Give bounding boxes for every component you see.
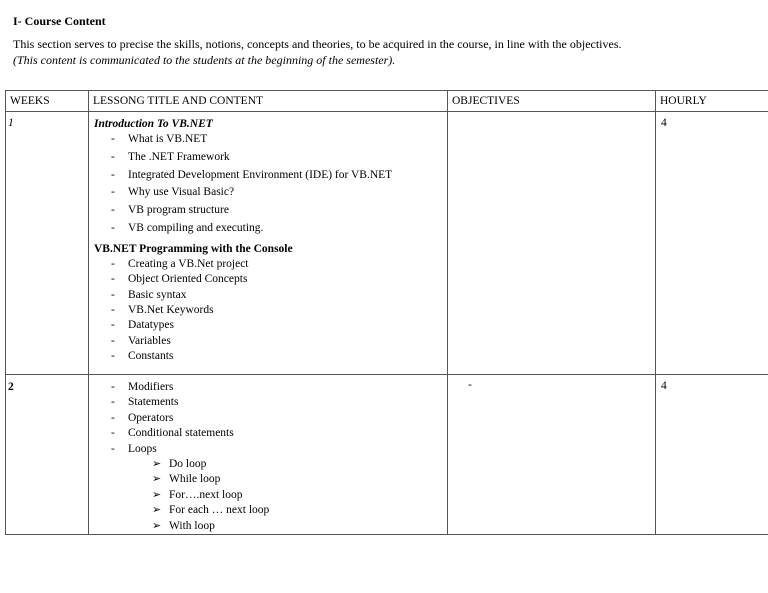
list-item-label: Conditional statements [128,427,234,440]
list-item [94,457,442,472]
lesson-cell [89,375,448,535]
list-item [94,149,442,167]
list-item [94,220,442,238]
topic-title: Introduction To VB.NET [94,118,213,130]
arrow-bullet-icon: ➢ [152,519,162,532]
dash-bullet-icon: - [111,186,115,199]
list-item-label: VB program structure [128,204,229,217]
header-objectives: OBJECTIVES [448,91,656,112]
topic-title: VB.NET Programming with the Console [94,242,293,255]
list-item-label: The .NET Framework [128,150,230,163]
arrow-bullet-icon: ➢ [152,473,162,486]
list-item [94,272,442,287]
list-item [94,303,442,318]
dash-bullet-icon: - [111,334,115,347]
section-intro: This section serves to precise the skills, notions, concepts and theories, to be acquired in the course, in line with the objectives. [13,37,622,51]
list-item [94,257,442,272]
list-item-label: Statements [128,396,179,409]
hours-cell: 4 [656,112,768,375]
list-item [94,380,442,395]
arrow-bullet-icon: ➢ [152,488,162,501]
dash-bullet-icon: - [111,411,115,424]
list-item [94,318,442,333]
list-item-label: Datatypes [128,319,174,332]
list-item-label: Modifiers [128,381,174,393]
list-item [94,334,442,349]
list-item [94,288,442,303]
dash-bullet-icon: - [111,288,115,301]
dash-bullet-icon: - [111,204,115,217]
list-item-label: Do loop [169,458,207,471]
list-item-label: For….next loop [169,488,243,501]
list-item-label: What is VB.NET [128,133,208,145]
list-item-label: Operators [128,411,174,424]
list-item-label: Loops [128,442,157,455]
list-item [94,349,442,364]
list-item [94,167,442,185]
list-item-label: Integrated Development Environment (IDE) for VB.NET [128,168,393,181]
header-weeks: WEEKS [6,91,89,112]
list-item [94,519,442,534]
list-item [94,184,442,202]
topic-items [94,257,442,365]
list-item [94,426,442,441]
lesson-cell [89,112,448,375]
header-lesson: LESSONG TITLE AND CONTENT [89,91,448,112]
list-item [94,131,442,149]
arrow-bullet-icon: ➢ [152,504,162,517]
list-item-label: Why use Visual Basic? [128,186,235,199]
dash-bullet-icon: - [111,427,115,440]
hours-cell: 4 [656,375,768,535]
list-item-label: Constants [128,350,174,363]
objectives-cell [448,112,656,375]
loop-items [94,457,442,534]
list-item-label: While loop [169,473,221,486]
dash-bullet-icon: - [111,381,115,393]
list-item [94,472,442,487]
list-item-label: For each … next loop [169,504,270,517]
list-item-label: VB compiling and executing. [128,221,264,234]
dash-bullet-icon: - [111,304,115,316]
objectives-cell: - [448,375,656,535]
dash-bullet-icon: - [111,168,115,181]
dash-bullet-icon: - [111,319,115,332]
header-hourly: HOURLY [656,91,768,112]
list-item [94,442,442,457]
list-item-label: With loop [169,519,215,532]
list-item [94,488,442,503]
dash-bullet-icon: - [111,133,115,145]
section-heading: I- Course Content [13,14,106,28]
section-note: (This content is communicated to the students at the beginning of the semester). [13,53,396,67]
table-header-row [6,91,768,112]
dash-bullet-icon: - [111,442,115,455]
week-cell: 1 [6,112,89,375]
dash-bullet-icon: - [111,221,115,234]
list-item-label: Object Oriented Concepts [128,273,248,286]
list-item-label: Basic syntax [128,288,187,301]
list-item-label: Variables [128,334,171,347]
list-item [94,503,442,518]
dash-bullet-icon: - [111,257,115,270]
list-item [94,411,442,426]
dash-bullet-icon: - [111,273,115,286]
course-content-table [5,90,768,535]
list-item [94,202,442,220]
list-item-label: VB.Net Keywords [128,304,214,316]
list-item [94,395,442,410]
dash-bullet-icon: - [111,396,115,409]
week-cell: 2 [6,375,89,535]
table-row [6,112,768,375]
topic-items [94,380,442,457]
table-row [6,375,768,535]
topic-items [94,131,442,238]
dash-bullet-icon: - [111,350,115,363]
list-item-label: Creating a VB.Net project [128,257,249,270]
arrow-bullet-icon: ➢ [152,458,162,471]
dash-bullet-icon: - [111,150,115,163]
